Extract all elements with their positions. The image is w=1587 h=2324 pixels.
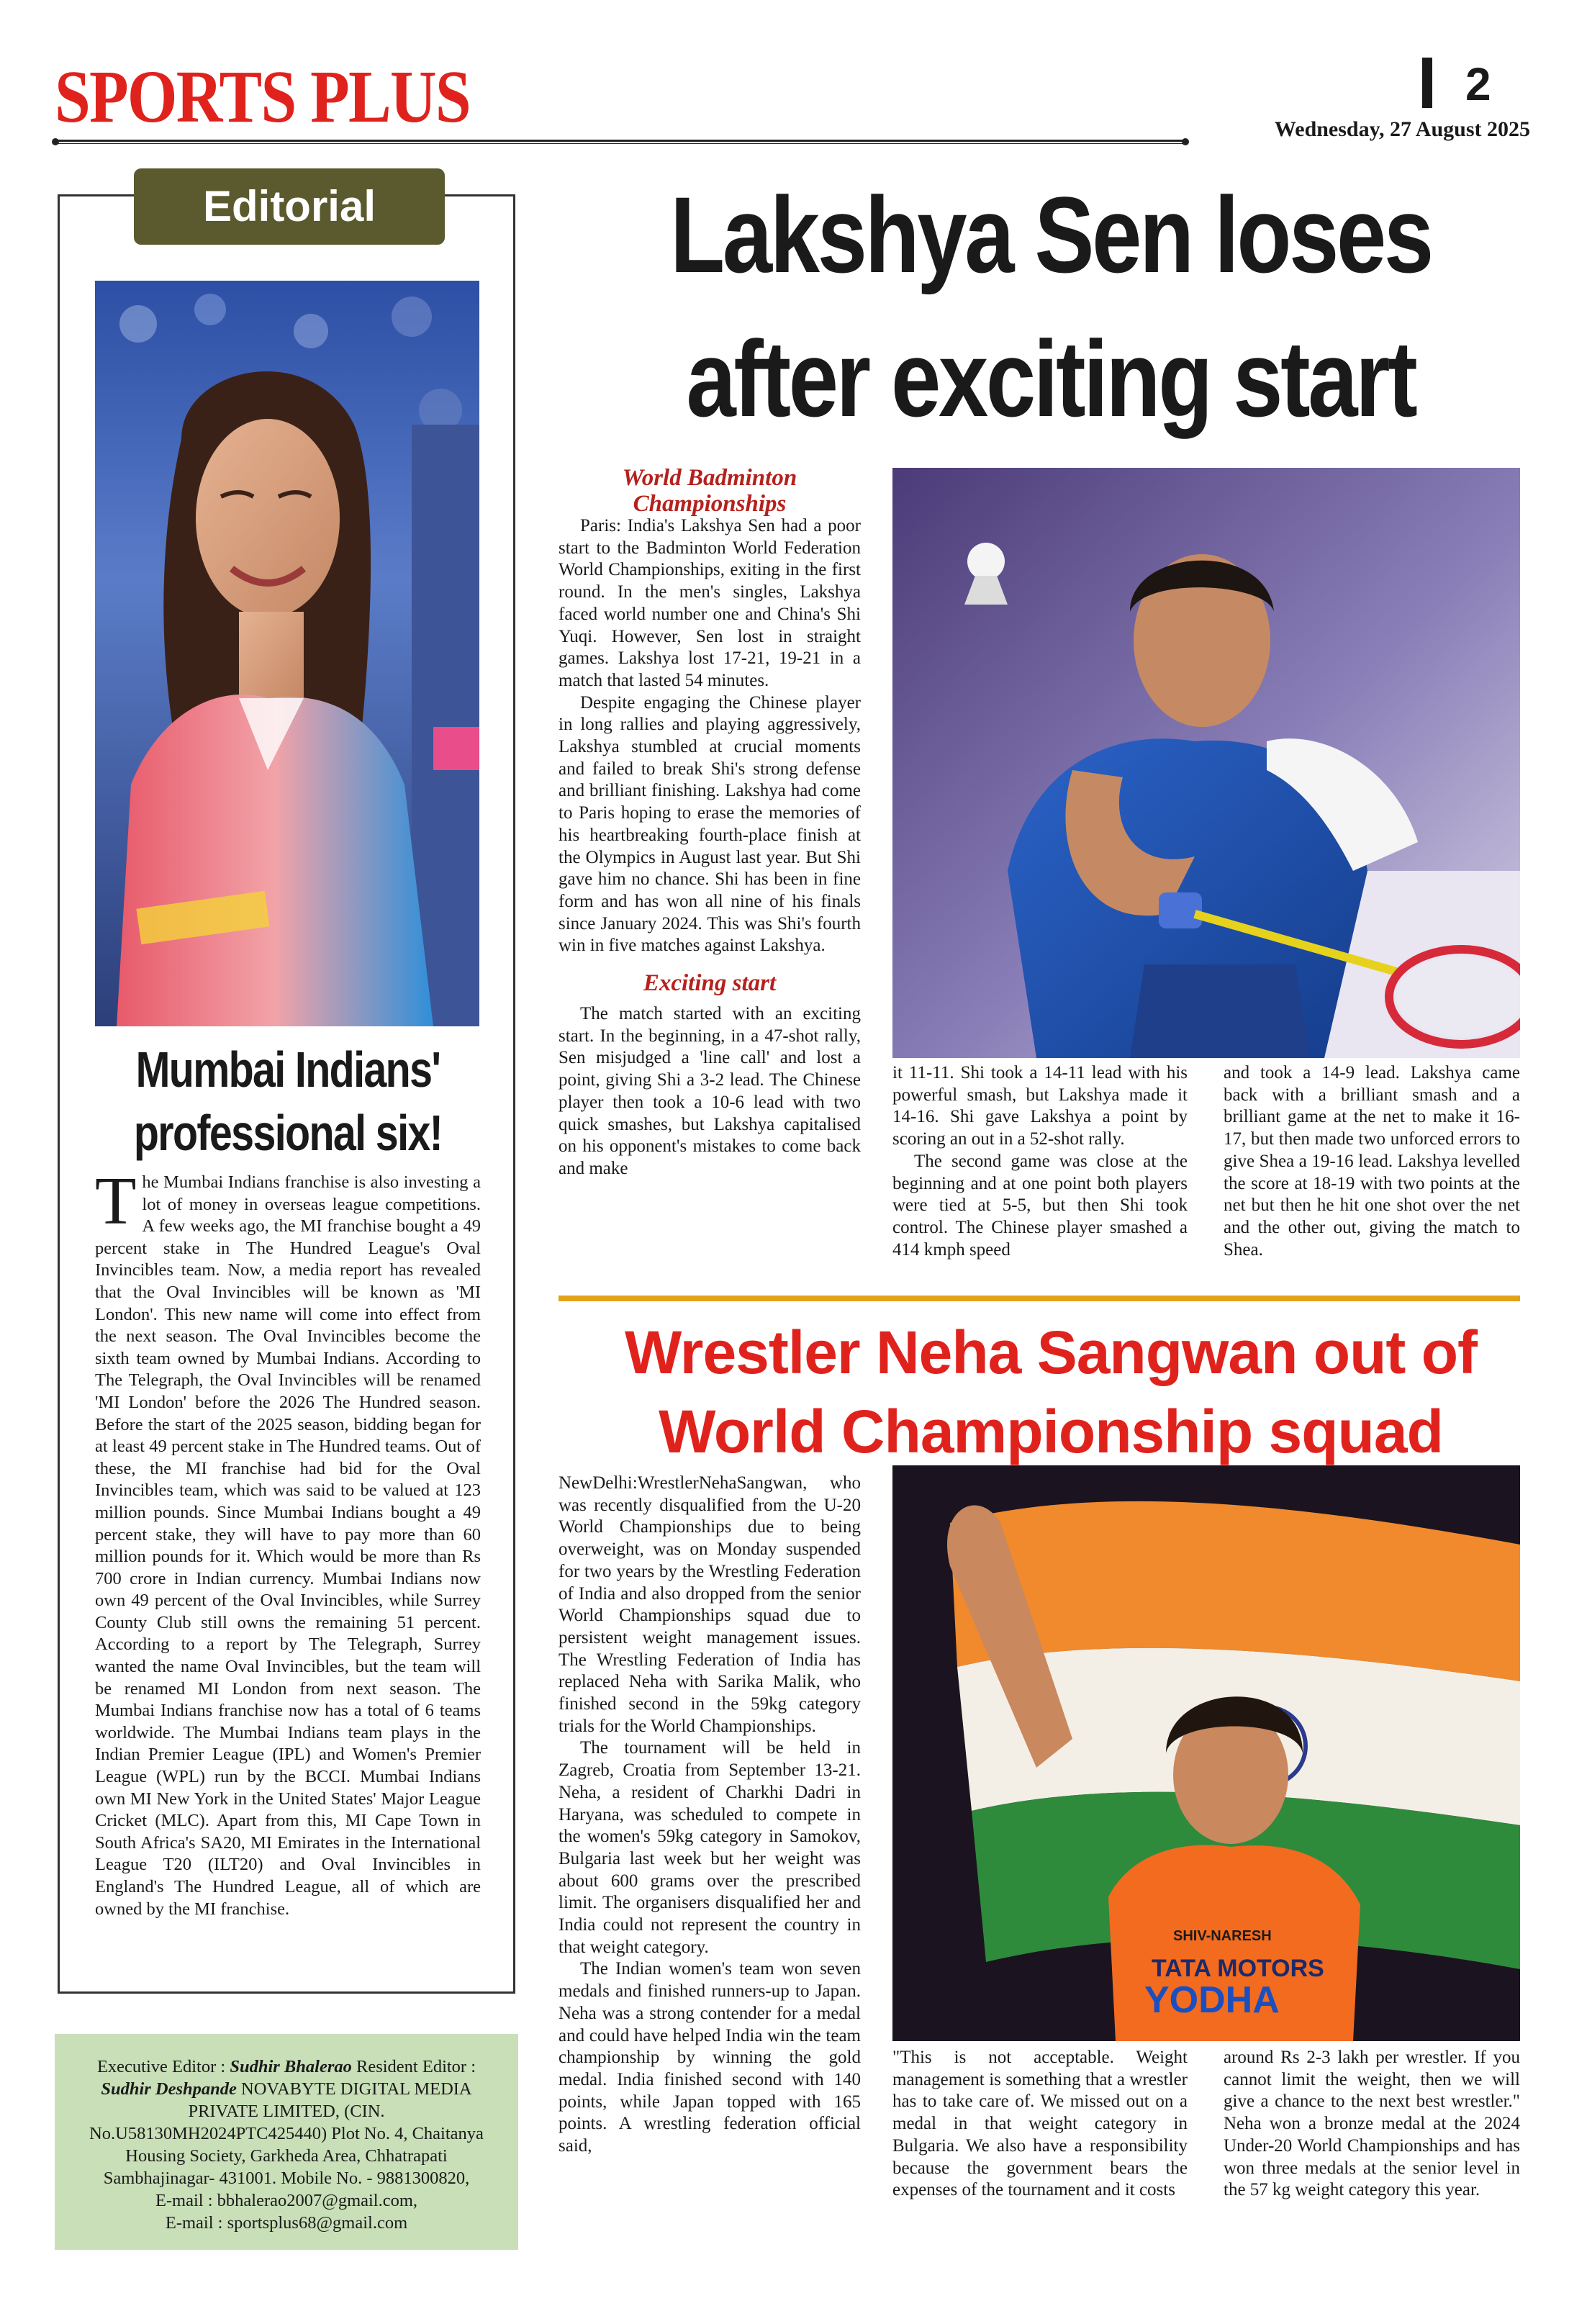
second-headline-line2: World Championship squad bbox=[659, 1398, 1443, 1465]
section-divider bbox=[559, 1296, 1520, 1301]
lead-paragraph-1: Paris: India's Lakshya Sen had a poor start to the Badminton World Federation World Championships, exiting in the first round. In the men's singles, Lakshya faced world number one and China's Shi Yuqi. However, Sen lost in straight games. Lakshya lost 17-21, 19-21 in a match that lasted 54 minutes. bbox=[559, 516, 861, 690]
second-paragraph-4: "This is not acceptable. Weight management is something that a wrestler has to take care of. We missed out on a medal in that weight category in Bulgaria. We also have a responsibility because the government bears the expenses of the tournament and it costs bbox=[892, 2048, 1188, 2200]
second-photo bbox=[892, 1465, 1520, 2041]
second-paragraph-5: around Rs 2-3 lakh per wrestler. If you cannot limit the weight, then we will give a chance to the next best wrestler." Neha won a bronze medal at the 2024 Under-20 World Championships and has won three medals at the senior level in the 57 kg weight category this year. bbox=[1224, 2048, 1520, 2200]
jersey-sponsor: TATA MOTORS bbox=[1152, 1955, 1324, 1982]
badminton-player-image bbox=[892, 468, 1520, 1058]
second-column-1 bbox=[559, 1473, 861, 2158]
lead-column-2 bbox=[892, 1062, 1188, 1261]
lead-column-1 bbox=[559, 515, 861, 1180]
lead-subhead: Exciting start bbox=[643, 970, 777, 997]
page-number: 2 bbox=[1465, 58, 1491, 110]
lead-paragraph-2: Despite engaging the Chinese player in long rallies and playing aggressively, Lakshya stumbled at crucial moments and failed to break Shi's strong defense and brilliant finishing. Lakshya had come to Paris hoping to erase the memories of his heartbreaking fourth-place finish at the Olympics in August last year. But Shi gave him no chance. Shi has been in fine form and has won all nine of his finals since January 2024. This was Shi's fourth win in five matches against Lakshya. bbox=[559, 692, 861, 956]
editorial-headline bbox=[111, 1038, 465, 1165]
second-headline bbox=[561, 1313, 1540, 1471]
lead-paragraph-6: and took a 14-9 lead. Lakshya came back with a brilliant smash and a brilliant game at the net to make it 16-17, but then made two unforced errors to give Shea a 19-16 lead. Lakshya levelled the score at 18-19 with two points at the net but then he hit one shot over the net and the other out, giving the match to Shea. bbox=[1224, 1063, 1520, 1260]
jersey-brand: SHIV-NARESH bbox=[1173, 1928, 1272, 1944]
lead-column-3 bbox=[1224, 1062, 1520, 1261]
resident-editor-label: Resident Editor : bbox=[351, 2057, 476, 2076]
second-column-2 bbox=[892, 2047, 1188, 2202]
second-paragraph-2: The tournament will be held in Zagreb, Croatia from September 13-21. Neha, a resident of Charkhi Dadri in Haryana, was scheduled to compete in the women's 59kg category in Samokov, Bulgaria last week but her weight was about 600 grams over the prescribed limit. The organisers disqualified her and India could not represent the country in that weight category. bbox=[559, 1738, 861, 1957]
print-credits bbox=[55, 2034, 518, 2250]
second-column-3 bbox=[1224, 2047, 1520, 2202]
exec-editor-name: Sudhir Bhalerao bbox=[230, 2057, 352, 2076]
drop-cap: T bbox=[95, 1164, 137, 1239]
page-number-bar bbox=[1422, 58, 1432, 108]
second-paragraph-1: NewDelhi:WrestlerNehaSangwan, who was recently disqualified from the U-20 World Championships due to being overweight, was on Monday suspended for two years by the Wrestling Federation of India and also dropped from the senior World Championships squad due to persistent weight management issues. The Wrestling Federation of India has replaced Neha with Sarika Malik, who finished second in the 59kg category trials for the World Championships. bbox=[559, 1473, 861, 1736]
resident-editor-name: Sudhir Deshpande bbox=[101, 2079, 237, 2099]
lead-paragraph-5: The second game was close at the beginning and at one point both players were tied at 5-5, but then Shi took control. The Chinese player smashed a 414 kmph speed bbox=[892, 1151, 1188, 1260]
editorial-headline-line2: professional six! bbox=[133, 1105, 443, 1161]
lead-headline-line2: after exciting start bbox=[686, 318, 1416, 439]
second-paragraph-3: The Indian women's team won seven medals and finished runners-up to Japan. Neha was a strong contender for a medal and could have helped India win the team championship by winning the gold medal. India finished second with 140 points, while Japan topped with 165 points. A wrestling federation official said, bbox=[559, 1959, 861, 2156]
masthead bbox=[55, 55, 1530, 151]
woman-portrait-image bbox=[95, 281, 479, 1026]
rule-dot-left bbox=[52, 138, 59, 145]
second-headline-line1: Wrestler Neha Sangwan out of bbox=[625, 1319, 1477, 1386]
wrestler-with-flag-image bbox=[892, 1465, 1520, 2041]
lead-paragraph-3: The match started with an exciting start. In the beginning, in a 47-shot rally, Sen misjudged a 'line call' and lost a point, giving Shi a 3-2 lead. The Chinese player then took a 10-6 lead with two quick smashes, but Lakshya capitalised on his opponent's mistakes to come back and make bbox=[559, 1004, 861, 1178]
editorial-body-text: he Mumbai Indians franchise is also investing a lot of money in overseas league competitions. A few weeks ago, the MI franchise bought a 49 percent stake in The Hundred League's Oval Invincibles team. Now, a media report has revealed that the Oval Invincibles will be known as 'MI London'. This new name will come into effect from the next season. The Oval Invincibles become the sixth team owned by Mumbai Indians. According to The Telegraph, the Oval Invincibles will be renamed 'MI London' before the 2026 The Hundred season. Before the start of the 2025 season, bidding began for at least 49 percent stake in The Hundred teams. Out of these, the MI franchise had bid for the Oval Invincibles team, which was said to be valued at 123 million pounds. Since Mumbai Indians bought a 49 percent stake, they will have to pay more than 60 million pounds for it. Which would be more than Rs 700 crore in Indian currency. Mumbai Indians now own 49 percent of the Oval Invincibles, while Surrey County Club still owns the remaining 51 percent. According to a report by The Telegraph, Surrey wanted the name Oval Invincibles, but the team will be renamed MI London from next season. The Mumbai Indians franchise now has a total of 6 teams worldwide. The Mumbai Indians team plays in the Indian Premier League (IPL) and Women's Premier League (WPL) run by the BCCI. Mumbai Indians own MI New York in the United States' Major League Cricket (MLC). Apart from this, MI Cape Town in South Africa's SA20, MI Emirates in the International League T20 (ILT20) and Oval Invincibles in England's The Hundred League, all of which are owned by the MI franchise. bbox=[95, 1172, 481, 1919]
masthead-rule bbox=[55, 140, 1185, 144]
lead-headline-line1: Lakshya Sen loses bbox=[670, 174, 1432, 295]
lead-kicker: World Badminton Championships bbox=[622, 465, 797, 517]
publisher-details: NOVABYTE DIGITAL MEDIA PRIVATE LIMITED, (CIN. No.U58130MH2024PTC425440) Plot No. 4, Chaitanya Housing Society, Garkheda Area, Chhatrapati Sambhajinagar- 431001. Mobile No. - 9881300820, bbox=[89, 2079, 484, 2188]
rule-dot-right bbox=[1182, 138, 1189, 145]
lead-headline bbox=[561, 163, 1540, 451]
lead-photo bbox=[892, 468, 1520, 1058]
editorial-photo bbox=[95, 281, 479, 1026]
email-2: E-mail : sportsplus68@gmail.com bbox=[165, 2213, 408, 2233]
editorial-tab: Editorial bbox=[134, 168, 445, 245]
email-1: E-mail : bbhalerao2007@gmail.com, bbox=[155, 2191, 418, 2210]
issue-date: Wednesday, 27 August 2025 bbox=[1274, 117, 1530, 141]
editorial-headline-line1: Mumbai Indians' bbox=[135, 1041, 440, 1098]
publication-title: SPORTS PLUS bbox=[55, 55, 470, 138]
editorial-body bbox=[95, 1164, 481, 1920]
exec-editor-label: Executive Editor : bbox=[96, 2057, 230, 2076]
lead-paragraph-4: it 11-11. Shi took a 14-11 lead with his powerful smash, but Lakshya made it 14-16. Shi gave Lakshya a point by scoring an out in a 52-shot rally. bbox=[892, 1063, 1188, 1149]
jersey-team: YODHA bbox=[1144, 1979, 1280, 2021]
